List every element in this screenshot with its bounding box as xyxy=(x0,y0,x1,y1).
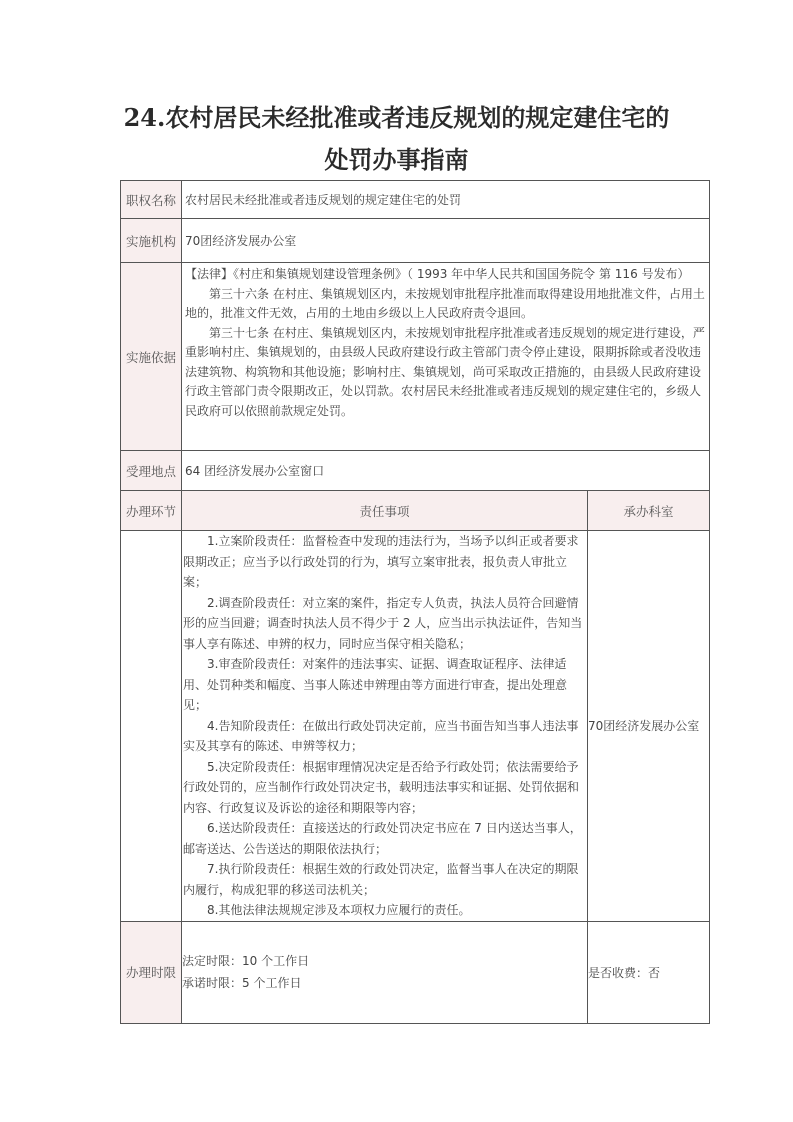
page-title-line2: 处罚办事指南 xyxy=(324,145,469,174)
duty-item: 3.审查阶段责任：对案件的违法事实、证据、调查取证程序、法律适用、处罚种类和幅度、当事人陈述申辨理由等方面进行审查，提出处理意见； xyxy=(183,657,568,712)
guide-table xyxy=(120,180,710,1024)
basis-label: 实施依据 xyxy=(121,263,182,451)
page-title-line1: 24.农村居民未经批准或者违反规划的规定建住宅的 xyxy=(123,103,670,132)
promised-time-limit: 承诺时限：5 个工作日 xyxy=(182,976,302,990)
basis-article-36: 第三十六条 在村庄、集镇规划区内，未按规划审批程序批准而取得建设用地批准文件，占用土地的，批准文件无效，占用的土地由乡级以上人民政府责令退回。 xyxy=(185,286,705,320)
row-location xyxy=(121,451,710,491)
row-process-header xyxy=(121,491,710,531)
process-empty-cell xyxy=(121,531,182,922)
duty-item: 2.调查阶段责任：对立案的案件，指定专人负责，执法人员符合回避情形的应当回避；调查时执法人员不得少于 2 人，应当出示执法证件，告知当事人享有陈述、申辨的权力，同时应当保守相关隐私； xyxy=(183,595,583,651)
power-name-value: 农村居民未经批准或者违反规划的规定建住宅的处罚 xyxy=(182,181,710,219)
row-time-limit xyxy=(121,921,710,1023)
duty-item: 6.送达阶段责任：直接送达的行政处罚决定书应在 7 日内送达当事人，邮寄送达、公告送达的期限依法执行； xyxy=(183,821,582,856)
location-value: 64 团经济发展办公室窗口 xyxy=(182,451,710,491)
duty-item: 1.立案阶段责任：监督检查中发现的违法行为，当场予以纠正或者要求限期改正；应当予以行政处罚的行为，填写立案审批表，报负责人审批立案； xyxy=(183,534,579,589)
office-column-header: 承办科室 xyxy=(588,491,710,531)
agency-label: 实施机构 xyxy=(121,219,182,263)
row-basis xyxy=(121,263,710,451)
basis-article-37: 第三十七条 在村庄、集镇规划区内，未按规划审批程序批准或者违反规划的规定进行建设，严重影响村庄、集镇规划的，由县级人民政府建设行政主管部门责令停止建设，限期拆除或者没收违法建筑物、构筑物和其他设施；影响村庄、集镇规划，尚可采取改正措施的，由县级人民政府建设行政主管部门责令限期改正，处以罚款。农村居民未经批准或者违反规划的规定建住宅的，乡级人民政府可以依照前款规定处罚。 xyxy=(185,325,705,418)
duty-item: 5.决定阶段责任：根据审理情况决定是否给予行政处罚；依法需要给予行政处罚的，应当制作行政处罚决定书，载明违法事实和证据、处罚依据和内容、行政复议及诉讼的途径和期限等内容； xyxy=(183,759,580,815)
duty-item: 4.告知阶段责任：在做出行政处罚决定前，应当书面告知当事人违法事实及其享有的陈述、申辨等权力； xyxy=(183,718,579,753)
office-value: 70团经济发展办公室 xyxy=(588,531,710,922)
row-power-name xyxy=(121,181,710,219)
process-label: 办理环节 xyxy=(121,491,182,531)
row-process-duties xyxy=(121,531,710,922)
location-label: 受理地点 xyxy=(121,451,182,491)
statutory-time-limit: 法定时限：10 个工作日 xyxy=(182,954,310,968)
duty-item: 7.执行阶段责任：根据生效的行政处罚决定，监督当事人在决定的期限内履行，构成犯罪的移送司法机关； xyxy=(183,862,579,897)
duties-list xyxy=(182,531,588,922)
basis-law-title: 【法律】《村庄和集镇规划建设管理条例》（ 1993 年中华人民共和国国务院令 第 116 号发布） xyxy=(185,267,690,281)
row-agency xyxy=(121,219,710,263)
time-limit-content xyxy=(182,921,588,1023)
power-name-label: 职权名称 xyxy=(121,181,182,219)
fee-value: 是否收费：否 xyxy=(588,921,710,1023)
basis-content xyxy=(182,263,710,451)
duty-item: 8.其他法律法规规定涉及本项权力应履行的责任。 xyxy=(207,903,471,917)
duties-column-header: 责任事项 xyxy=(182,491,588,531)
agency-value: 70团经济发展办公室 xyxy=(182,219,710,263)
time-limit-label: 办理时限 xyxy=(121,921,182,1023)
